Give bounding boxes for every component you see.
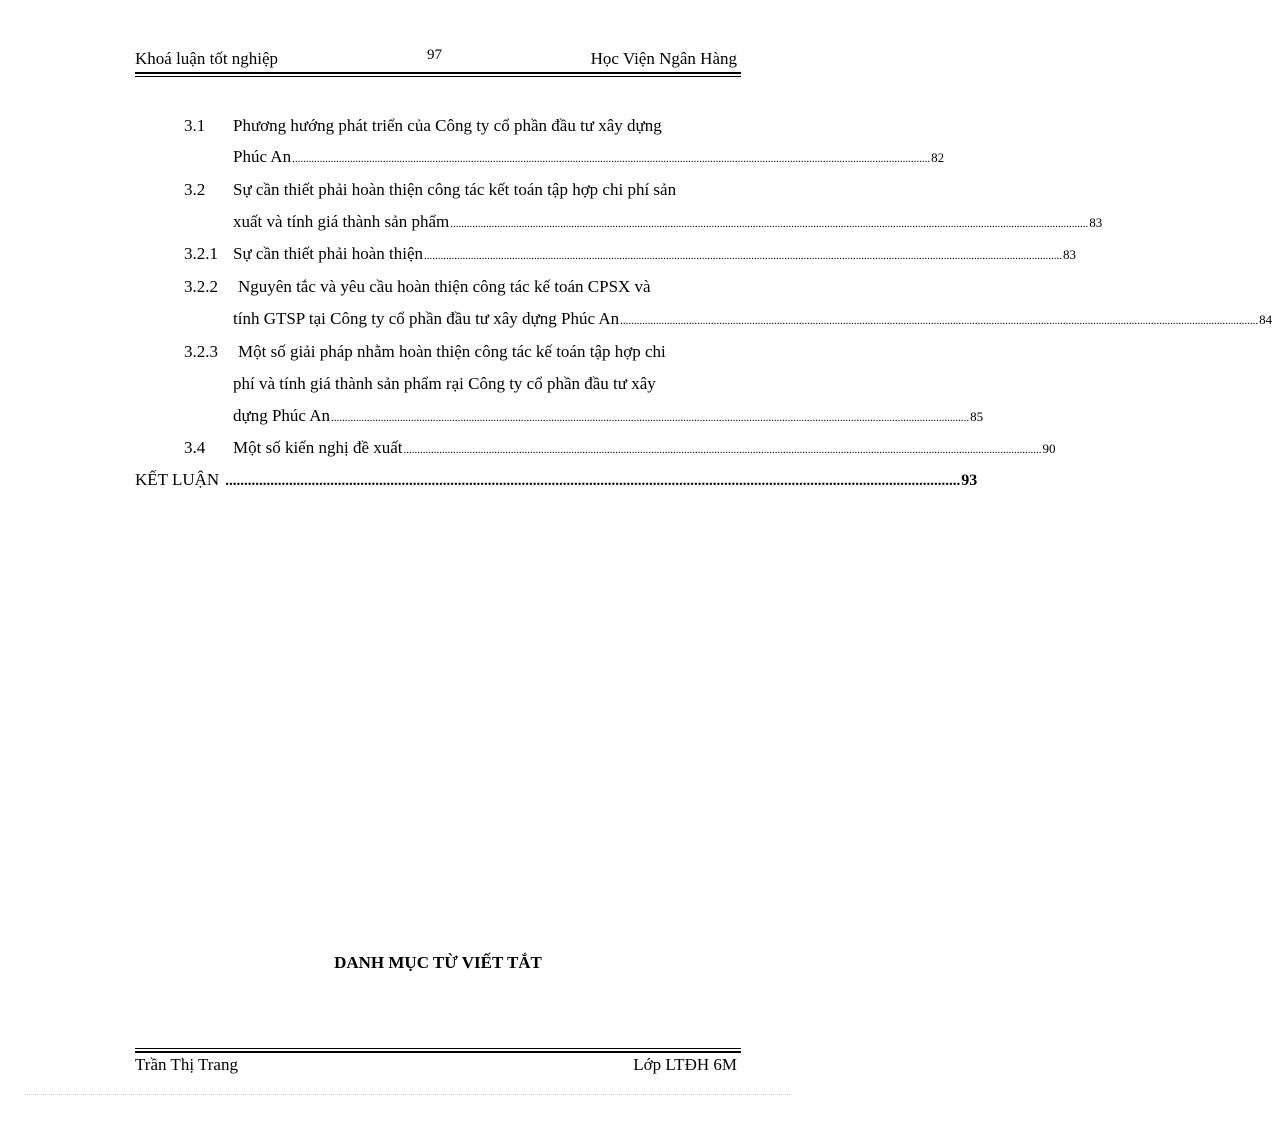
header-page-number: 97 (427, 47, 442, 63)
toc-number: 3.1 (184, 116, 206, 135)
header-thesis-label: Khoá luận tốt nghiệp (135, 49, 279, 68)
toc-leader-line (233, 406, 984, 426)
toc-page-number: 82 (931, 150, 945, 165)
page-bottom-border (24, 1094, 792, 1095)
toc-title-line: Sự cần thiết phải hoàn thiện công tác kết toán tập hợp chi phí sản (233, 180, 677, 199)
toc-page-number: 83 (1063, 247, 1077, 262)
toc-conclusion-label: KẾT LUẬN (135, 470, 220, 489)
toc-dot-leader: ........................................................................................................................................................................................................................................ (403, 444, 1042, 456)
toc-number: 3.2 (184, 180, 206, 199)
header-institution: Học Viện Ngân Hàng (590, 49, 737, 68)
toc-leader-line (233, 212, 1103, 232)
toc-page-number: 93 (961, 472, 978, 489)
toc-dot-leader: ........................................................................................................................................................................................................................................ (424, 250, 1063, 262)
toc-dot-leader: ........................................................................................................................................................................................................................................ (331, 412, 970, 424)
toc-title-line: Phúc An (233, 147, 292, 166)
toc-title-line: tính GTSP tại Công ty cổ phần đầu tư xây dựng Phúc An (233, 309, 620, 328)
toc-title-line: Nguyên tắc và yêu cầu hoàn thiện công tác kế toán CPSX và (238, 277, 651, 296)
toc-number: 3.2.2 (184, 277, 218, 296)
toc-page-number: 84 (1259, 312, 1272, 327)
toc-title-line: xuất và tính giá thành sản phẩm (233, 212, 450, 231)
toc-page-number: 83 (1089, 215, 1103, 230)
toc-leader-line (233, 147, 945, 167)
toc-title-line: Một số kiến nghị đề xuất (233, 438, 403, 457)
footer-author: Trần Thị Trang (135, 1055, 238, 1074)
footer-rule-thin (135, 1048, 741, 1049)
toc-dot-leader: ........................................................................................................................................................................................................................................ (450, 218, 1089, 230)
section-heading: DANH MỤC TỪ VIẾT TẮT (334, 953, 542, 972)
toc-title-line: Sự cần thiết phải hoàn thiện (233, 244, 424, 263)
toc-leader-line (233, 438, 1056, 458)
toc-title-line: Phương hướng phát triển của Công ty cổ phần đầu tư xây dựng (233, 116, 662, 135)
toc-number: 3.4 (184, 438, 206, 457)
toc-page-number: 90 (1042, 441, 1056, 456)
toc-title-line: Một số giải pháp nhằm hoàn thiện công tác kế toán tập hợp chi (238, 342, 666, 361)
footer-class: Lớp LTĐH 6M (633, 1055, 737, 1074)
toc-leader-line (233, 244, 1077, 264)
toc-number: 3.2.3 (184, 342, 218, 361)
toc-number: 3.2.1 (184, 244, 218, 263)
header-rule-thin (135, 76, 741, 77)
toc-page-number: 85 (970, 409, 984, 424)
page-footer (135, 1055, 740, 1079)
page-header (135, 49, 740, 73)
toc-dot-leader: ........................................................................................................................................................................................................................................ (620, 315, 1259, 327)
toc-title-line: dựng Phúc An (233, 406, 331, 425)
toc-leader-line (233, 309, 1272, 329)
toc-dot-leader: .................................................................................................................................................................................................... (225, 473, 961, 489)
footer-rule-thick (135, 1051, 741, 1053)
toc-title-line: phí và tính giá thành sản phẩm rại Công ty cổ phần đầu tư xây (233, 374, 656, 393)
toc-conclusion-entry (135, 470, 978, 490)
header-rule-thick (135, 72, 741, 74)
toc-dot-leader: ........................................................................................................................................................................................................................................ (292, 153, 931, 165)
